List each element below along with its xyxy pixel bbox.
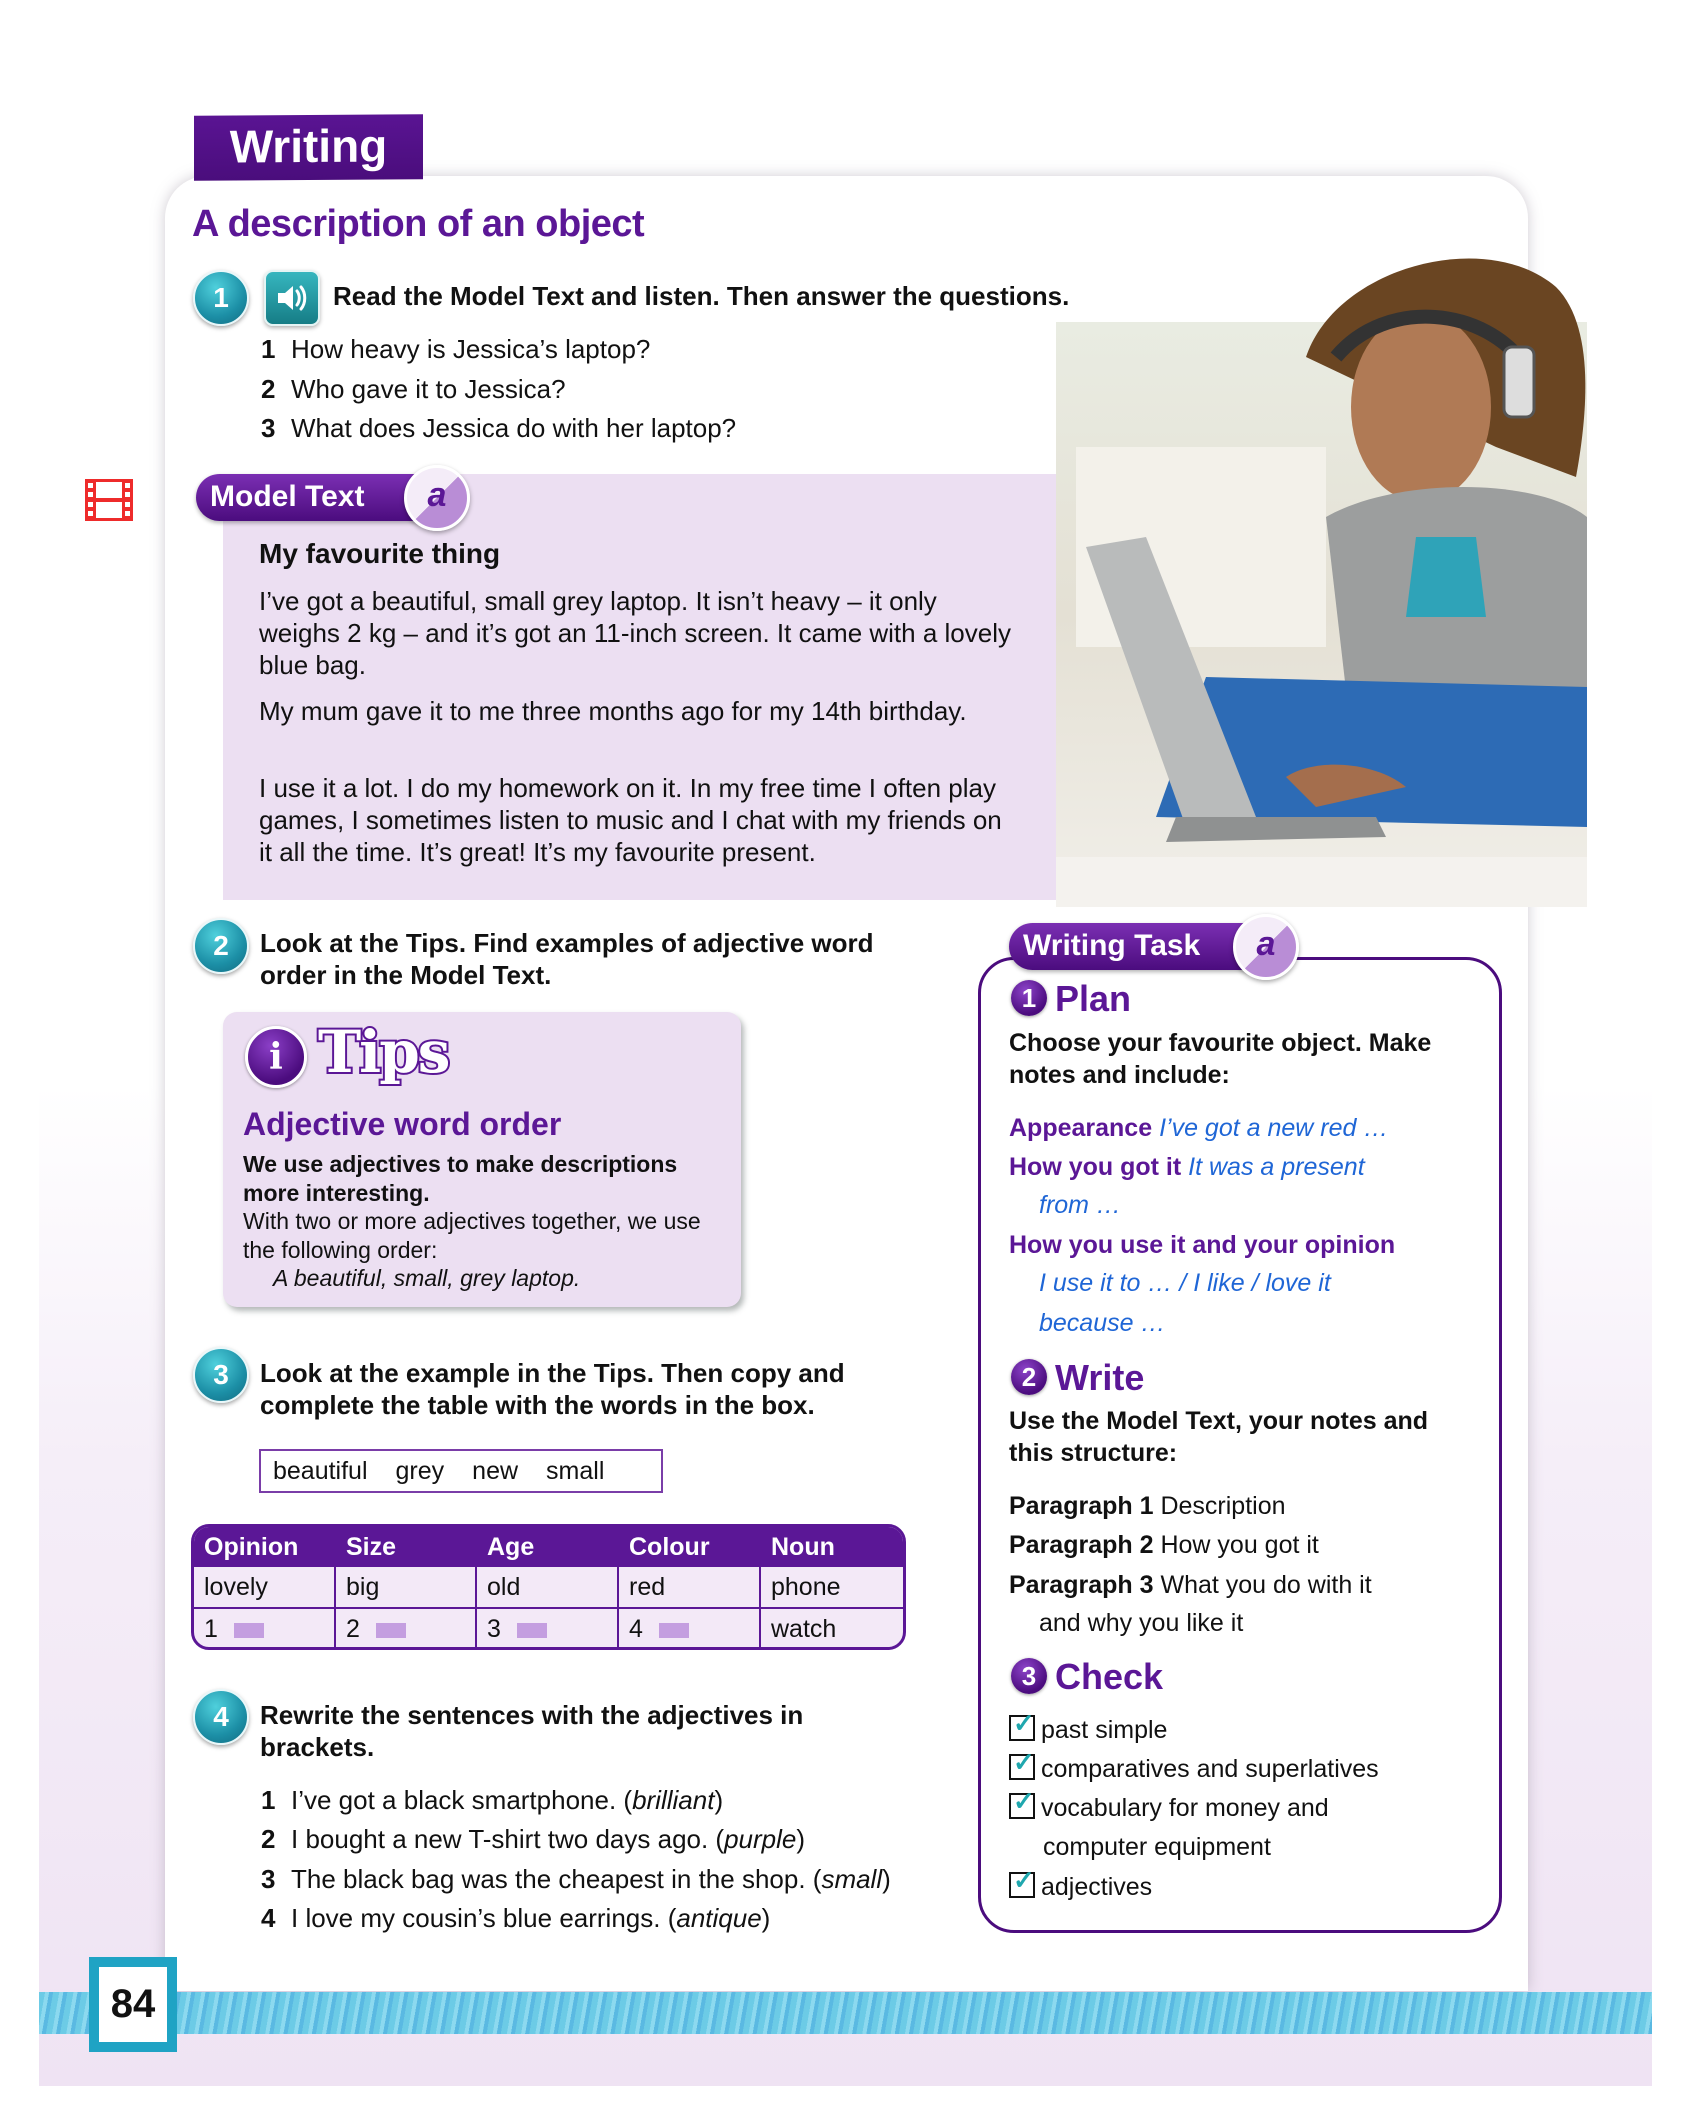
table-cell: red [619, 1567, 761, 1607]
checkbox-checked-icon[interactable] [1009, 1793, 1035, 1819]
exercise-number-badge: 1 [193, 270, 249, 326]
word-box-item: new [472, 1457, 519, 1485]
checkbox-checked-icon[interactable] [1009, 1872, 1035, 1898]
exercise-number-badge: 3 [193, 1347, 249, 1403]
table-cell: lovely [194, 1567, 336, 1607]
speaker-icon [266, 272, 318, 324]
answer-gap[interactable] [517, 1623, 547, 1638]
step-number-icon: 1 [1011, 980, 1047, 1016]
tips-body [243, 1150, 723, 1293]
model-text-paragraph: I use it a lot. I do my homework on it. In my free time I often play games, I sometimes listen to music and I chat with my friends on it all the time. It’s great! It’s my favourite present. [259, 773, 1002, 867]
exercise-instruction: Rewrite the sentences with the adjectives in [260, 1700, 804, 1730]
exercise-instruction: Look at the Tips. Find examples of adjective word [260, 928, 874, 958]
exercise-number-badge: 4 [193, 1689, 249, 1745]
word-box-item: small [546, 1457, 605, 1485]
table-row [194, 1607, 903, 1649]
film-icon[interactable] [84, 478, 134, 522]
plan-intro: Choose your favourite object. Make [1009, 1029, 1432, 1057]
question-item: 1 How heavy is Jessica’s laptop? [261, 334, 651, 364]
plan-example: I use it to … / I like / love it [1039, 1269, 1331, 1297]
table-header-row [194, 1527, 903, 1567]
tips-panel [223, 1012, 741, 1307]
word-box-item: beautiful [273, 1457, 368, 1485]
tips-bold-text: We use adjectives to make descriptions more interesting. [243, 1151, 678, 1206]
exercise-item: 1 I’ve got a black smartphone. (brilliant) [261, 1785, 724, 1815]
checklist-item[interactable]: ✓comparatives and superlatives [1009, 1753, 1379, 1785]
checkbox-checked-icon[interactable] [1009, 1715, 1035, 1741]
question-item: 2 Who gave it to Jessica? [261, 374, 566, 404]
exercise-instruction: order in the Model Text. [260, 960, 552, 990]
table-cell: phone [771, 1573, 841, 1601]
page-title: A description of an object [192, 203, 645, 245]
exercise-item: 4 I love my cousin’s blue earrings. (antique) [261, 1903, 771, 1933]
plan-heading: 1 Plan [1011, 978, 1131, 1020]
section-tab: Writing [194, 114, 423, 181]
tips-example: A beautiful, small, grey laptop. [273, 1265, 581, 1291]
structure-item: Paragraph 3 What you do with it [1009, 1571, 1372, 1599]
plan-example: because … [1039, 1309, 1166, 1337]
write-heading: 2 Write [1011, 1357, 1144, 1399]
exercise-number-badge: 2 [193, 918, 249, 974]
decorative-water-band [39, 1992, 1652, 2034]
structure-item: Paragraph 1 Description [1009, 1492, 1286, 1520]
exercise-instruction: Look at the example in the Tips. Then copy and [260, 1358, 845, 1388]
plan-intro: notes and include: [1009, 1061, 1230, 1089]
check-heading: 3 Check [1011, 1656, 1163, 1698]
model-text-label: Model Text [196, 474, 440, 521]
table-header: Age [477, 1527, 619, 1567]
table-header: Noun [761, 1527, 903, 1567]
table-header: Colour [619, 1527, 761, 1567]
exercise-item: 3 The black bag was the cheapest in the shop. (small) [261, 1864, 891, 1894]
table-answer-cell[interactable]: 3 [477, 1609, 619, 1649]
plan-item: Appearance I’ve got a new red … [1009, 1114, 1389, 1142]
checklist-item-cont: computer equipment [1043, 1833, 1271, 1861]
exercise-instruction: brackets. [260, 1732, 375, 1762]
checkbox-checked-icon[interactable] [1009, 1754, 1035, 1780]
model-text-heading: My favourite thing [259, 538, 501, 569]
answer-gap[interactable] [659, 1623, 689, 1638]
plan-example: from … [1039, 1191, 1121, 1219]
exercise-item: 2 I bought a new T-shirt two days ago. (purple) [261, 1824, 806, 1854]
write-intro: this structure: [1009, 1439, 1178, 1467]
plan-item: How you use it and your opinion [1009, 1231, 1396, 1259]
checklist-item[interactable]: ✓vocabulary for money and [1009, 1792, 1329, 1824]
model-text-paragraph: I’ve got a beautiful, small grey laptop. It isn’t heavy – it only weighs 2 kg – and it’s got an 11-inch screen. It came with a lovely blue bag. [259, 586, 1011, 680]
tips-heading: Adjective word order [243, 1106, 562, 1142]
photo-girl-with-laptop [1056, 217, 1587, 907]
exercise-instruction: Read the Model Text and listen. Then answer the questions. [333, 281, 1070, 311]
table-answer-cell[interactable]: 2 [336, 1609, 477, 1649]
model-text-paragraph: My mum gave it to me three months ago for my 14th birthday. [259, 696, 967, 726]
step-number-icon: 3 [1011, 1658, 1047, 1694]
adjective-order-table [191, 1524, 906, 1650]
writing-task-label: Writing Task [1009, 923, 1263, 970]
table-answer-cell[interactable]: 1 [194, 1609, 336, 1649]
table-header: Opinion [194, 1527, 336, 1567]
table-answer-cell[interactable]: 4 [619, 1609, 761, 1649]
answer-gap[interactable] [234, 1623, 264, 1638]
table-cell: big [336, 1567, 477, 1607]
table-cell: old [477, 1567, 619, 1607]
table-cell: watch [771, 1615, 837, 1643]
tips-text: With two or more adjectives together, we use the following order: [243, 1208, 701, 1263]
table-row [194, 1567, 903, 1607]
audio-button[interactable] [264, 270, 320, 326]
plan-item: How you got it It was a present [1009, 1153, 1365, 1181]
writing-pencil-icon: a [1233, 914, 1299, 980]
checklist-item[interactable]: ✓adjectives [1009, 1871, 1152, 1903]
answer-gap[interactable] [376, 1623, 406, 1638]
page-number: 84 [99, 1967, 167, 2042]
page-number-box [89, 1957, 177, 2052]
word-box-item: grey [395, 1457, 445, 1485]
word-box [259, 1449, 663, 1493]
writing-pencil-icon: a [404, 465, 470, 531]
tips-label: Tips [318, 1018, 449, 1086]
info-icon: i [245, 1026, 307, 1088]
write-intro: Use the Model Text, your notes and [1009, 1407, 1429, 1435]
table-header: Size [336, 1527, 477, 1567]
step-number-icon: 2 [1011, 1359, 1047, 1395]
exercise-instruction: complete the table with the words in the box. [260, 1390, 815, 1420]
structure-item: Paragraph 2 How you got it [1009, 1531, 1319, 1559]
question-item: 3 What does Jessica do with her laptop? [261, 413, 737, 443]
structure-item-cont: and why you like it [1039, 1609, 1244, 1637]
checklist-item[interactable]: ✓past simple [1009, 1714, 1167, 1746]
